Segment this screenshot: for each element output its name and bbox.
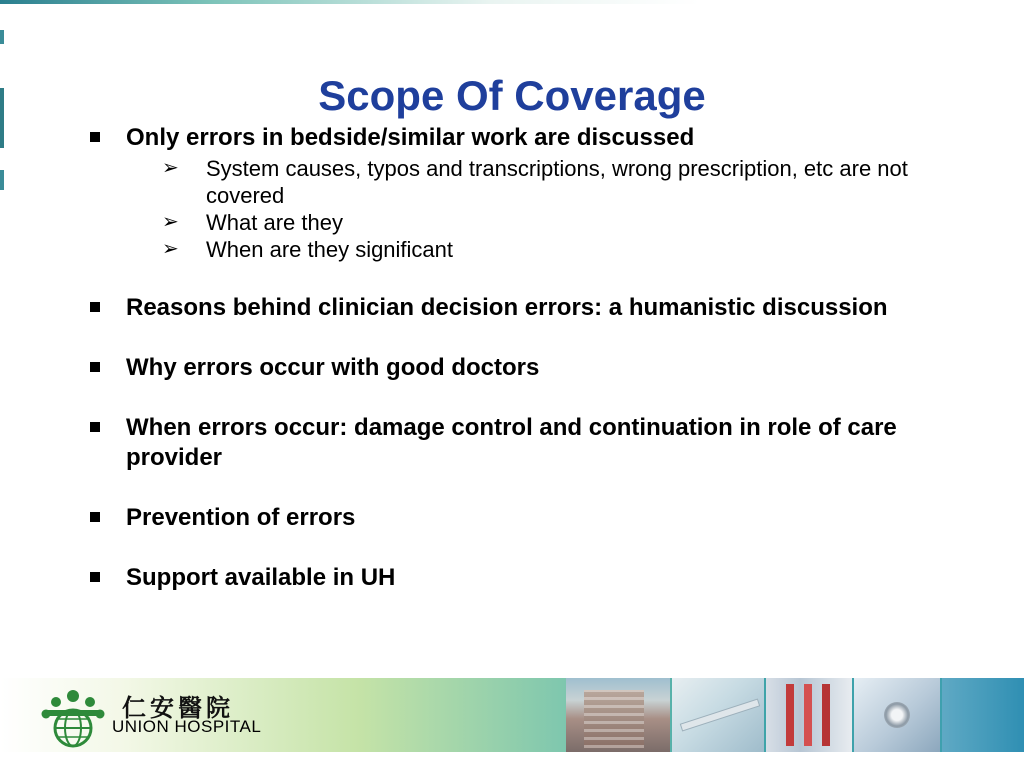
slide-title: Scope Of Coverage	[318, 72, 706, 119]
left-decorative-edge	[0, 170, 4, 190]
bullet-text: Support available in UH	[126, 564, 396, 591]
sub-bullet-text: System causes, typos and transcriptions, wrong prescription, etc are not covered	[206, 156, 908, 208]
square-bullet-icon	[90, 302, 100, 312]
hospital-building-photo	[566, 678, 670, 752]
bullet-text: When errors occur: damage control and continuation in role of care provider	[126, 414, 897, 471]
union-hospital-logo-icon	[34, 684, 112, 750]
spacer	[88, 473, 948, 503]
arrowhead-bullet-icon: ➢	[162, 238, 179, 260]
square-bullet-icon	[90, 362, 100, 372]
sub-bullet-text: What are they	[206, 210, 343, 235]
bullet-item	[88, 503, 948, 533]
sub-bullet-item	[88, 209, 948, 236]
square-bullet-icon	[90, 512, 100, 522]
sub-bullet-item	[88, 236, 948, 263]
bullet-text: Reasons behind clinician decision errors: a humanistic discussion	[126, 294, 888, 321]
spacer	[88, 533, 948, 563]
arrowhead-bullet-icon: ➢	[162, 211, 179, 233]
square-bullet-icon	[90, 422, 100, 432]
footer-blue-fade	[942, 678, 1024, 752]
arrowhead-bullet-icon: ➢	[162, 157, 179, 179]
bullet-item	[88, 293, 948, 323]
logo-chinese-text: 仁安醫院	[122, 693, 234, 722]
logo-english-text: UNION HOSPITAL	[112, 717, 262, 736]
bullet-text: Prevention of errors	[126, 504, 356, 531]
medical-instrument-photo	[672, 678, 764, 752]
bullet-item	[88, 353, 948, 383]
bullet-item	[88, 123, 948, 153]
bullet-text: Only errors in bedside/similar work are discussed	[126, 124, 695, 151]
sub-bullet-item	[88, 155, 948, 209]
bullet-item	[88, 563, 948, 593]
top-decorative-strip	[0, 0, 700, 4]
bullet-text: Why errors occur with good doctors	[126, 354, 540, 381]
sub-bullet-text: When are they significant	[206, 237, 454, 262]
spacer	[88, 323, 948, 353]
spacer	[88, 383, 948, 413]
spacer	[88, 263, 948, 293]
square-bullet-icon	[90, 132, 100, 142]
left-decorative-edge	[0, 30, 4, 44]
bullet-item	[88, 413, 948, 473]
footer-bottom-margin	[0, 752, 1024, 768]
test-tubes-photo	[766, 678, 852, 752]
sub-bullet-list	[88, 155, 948, 263]
bullet-list	[88, 123, 948, 593]
stethoscope-photo	[854, 678, 940, 752]
square-bullet-icon	[90, 572, 100, 582]
